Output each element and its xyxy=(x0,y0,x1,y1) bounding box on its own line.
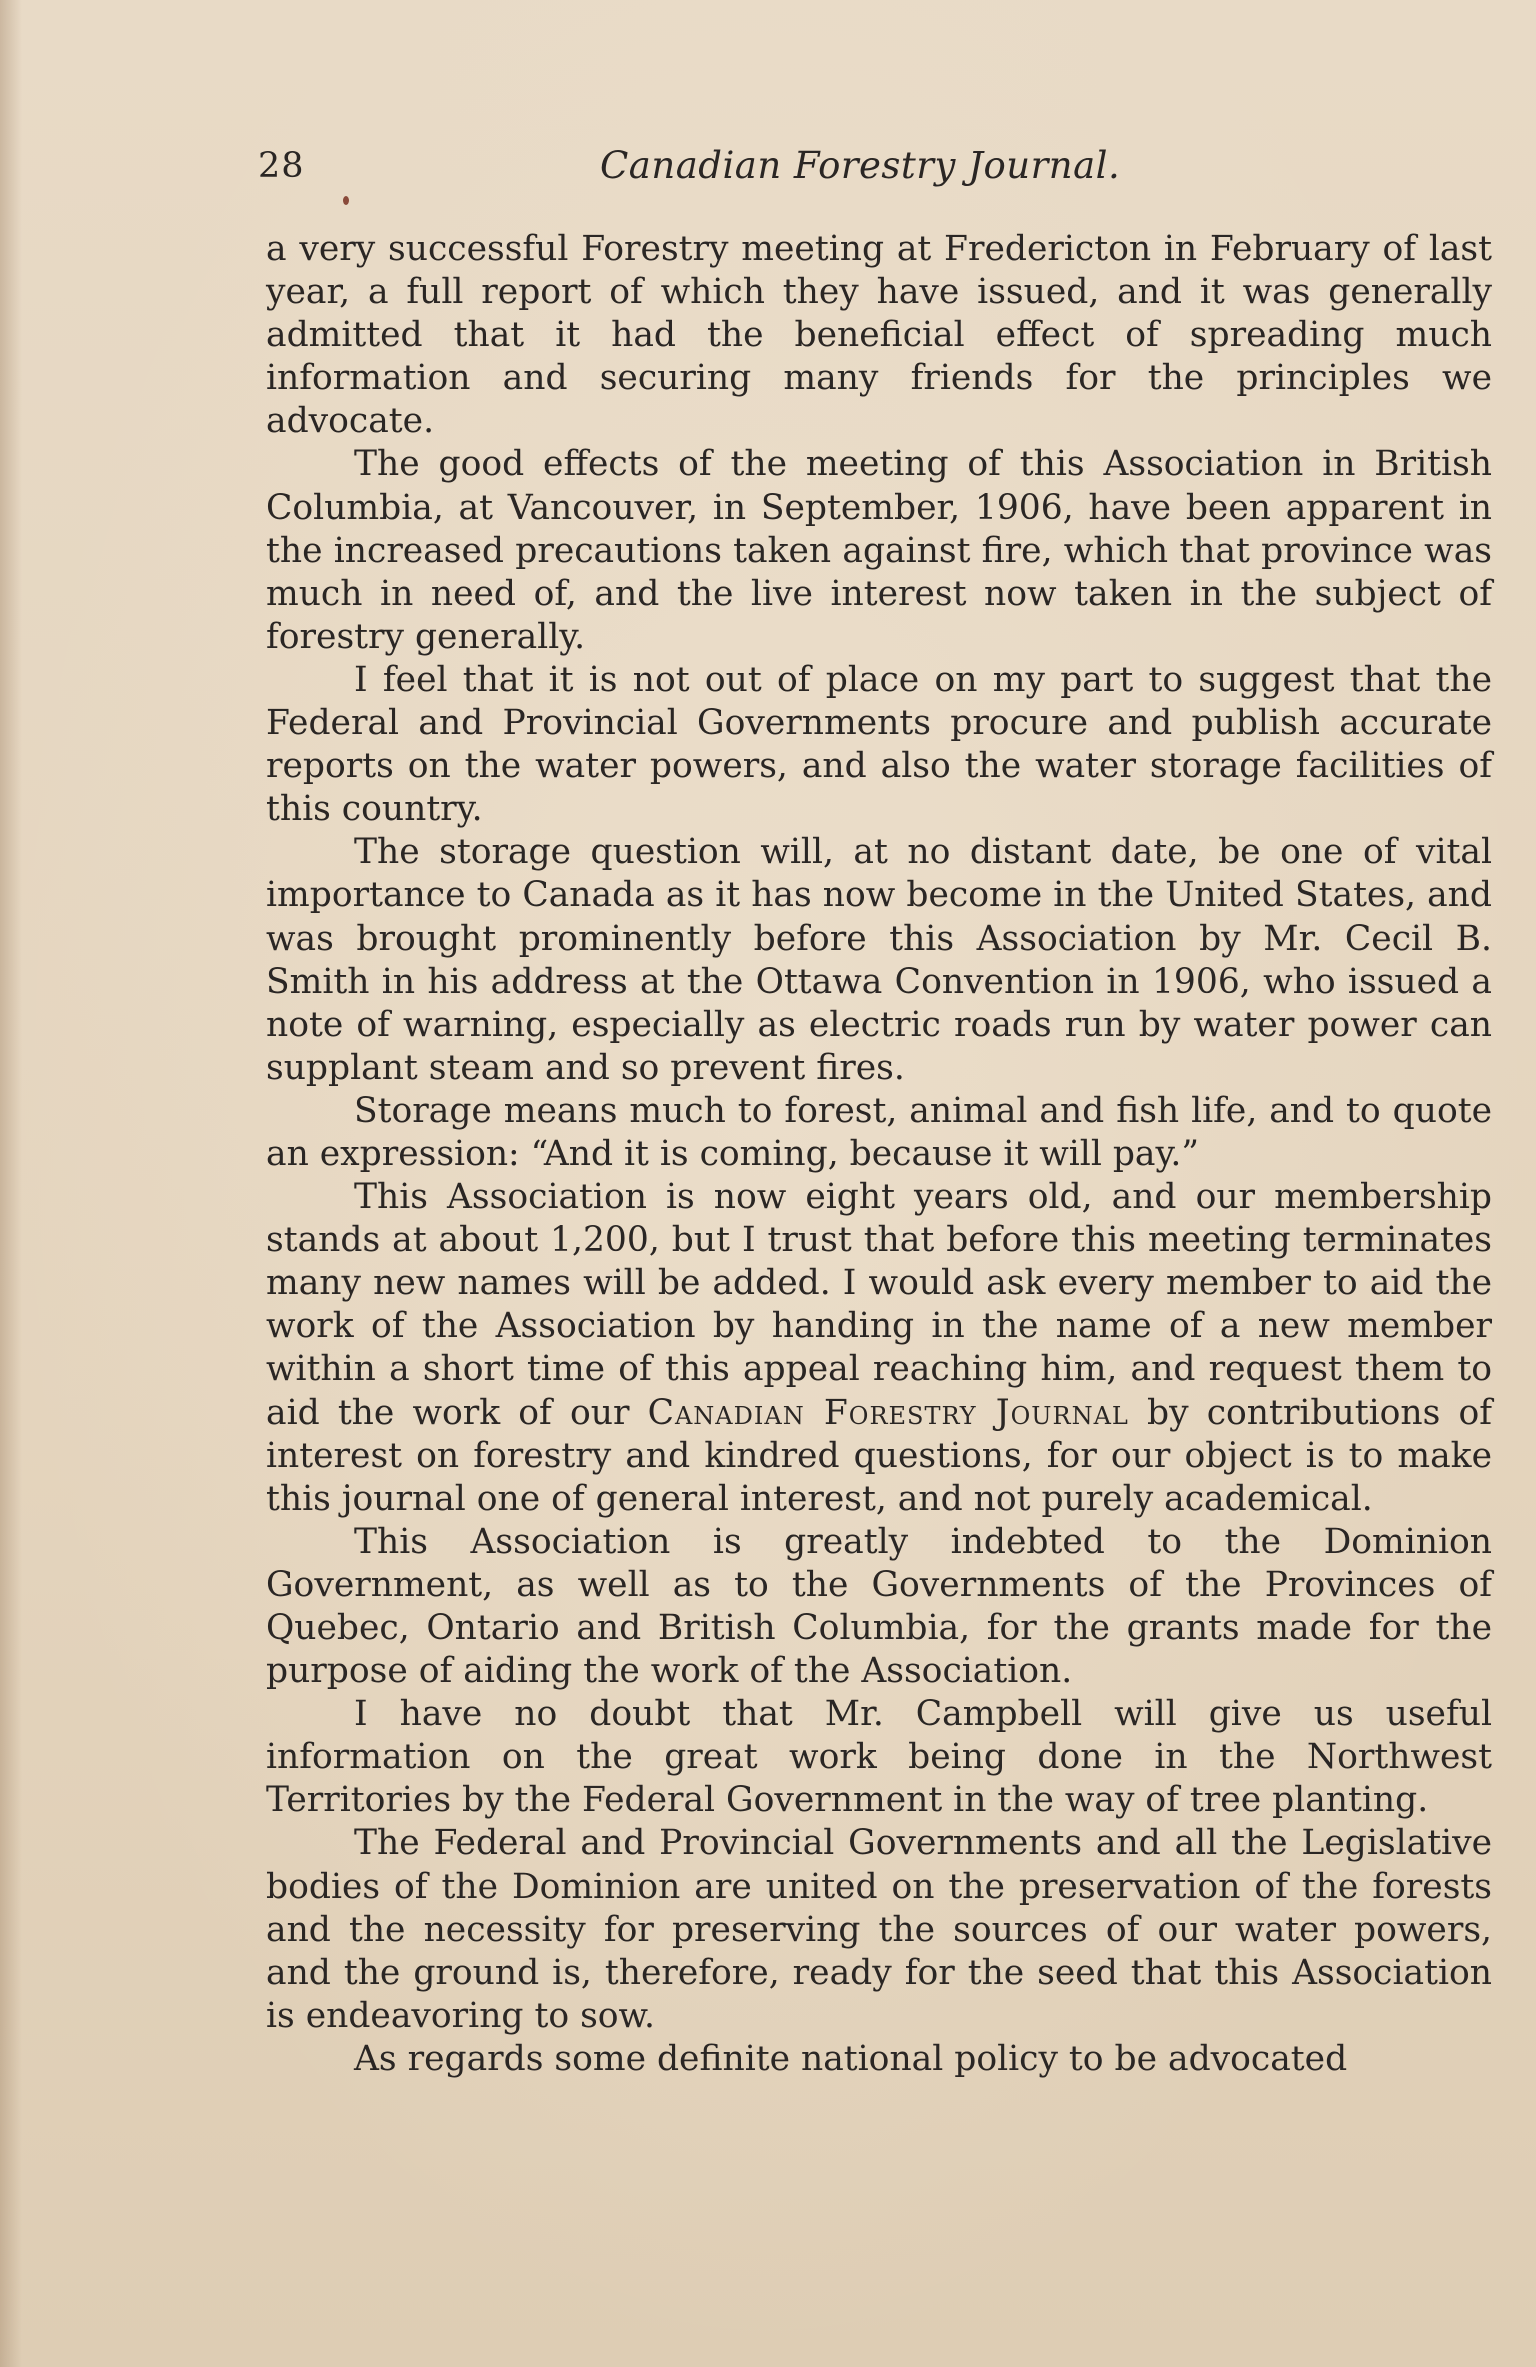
journal-name-smallcaps: Canadian Forestry Journal xyxy=(647,1392,1129,1433)
page-header xyxy=(258,146,1258,206)
page-number: 28 xyxy=(258,146,305,186)
paragraph: Storage means much to forest, animal and fish life, and to quote an expression: “And it is coming, because it will pay.” xyxy=(266,1090,1492,1174)
paragraph: The Federal and Provincial Governments and all the Legislative bodies of the Dominion are united on the preservation of the forests and the necessity for preserving the sources of our water powers, and the ground is, therefore, ready for the seed that this Association is endeavoring to sow. xyxy=(266,1823,1492,2036)
paragraph: The good effects of the meeting of this Association in British Columbia, at Vancouver, in September, 1906, have been apparent in the increased precautions taken against fire, which that province was much in need of, and the live interest now taken in the subject of forestry generally. xyxy=(266,444,1492,657)
page-edge-shadow xyxy=(0,0,22,2367)
paragraph: This Association is now eight years old, and our membership stands at about 1,200, but I trust that before this meeting terminates many new names will be added. I would ask every member to aid the work of the Association by handing in the name of a new member within a short time of this appeal reaching him, and request them to aid the work of our Canadian Forestry Journal by contributions of interest on forestry and kindred questions, for our object is to make this journal one of general interest, and not purely academical. xyxy=(266,1177,1492,1519)
paragraph: As regards some definite national policy to be advocated xyxy=(354,2038,1348,2079)
paragraph: a very successful Forestry meeting at Fredericton in February of last year, a full report of which they have issued, and it was generally admitted that it had the beneficial effect of spreading much information and securing many friends for the principles we advocate. xyxy=(266,229,1492,442)
paragraph: This Association is greatly indebted to the Dominion Government, as well as to the Governments of the Provinces of Quebec, Ontario and British Columbia, for the grants made for the purpose of aiding the work of the Association. xyxy=(266,1521,1492,1692)
running-title: Canadian Forestry Journal. xyxy=(600,144,1121,187)
paragraph: I feel that it is not out of place on my part to suggest that the Federal and Provincial Governments procure and publish accurate reports on the water powers, and also the water storage facilities of this country. xyxy=(266,659,1492,830)
paragraph: I have no doubt that Mr. Campbell will give us useful information on the great work being done in the Northwest Territories by the Federal Government in the way of tree planting. xyxy=(266,1694,1492,1821)
paragraph: The storage question will, at no distant date, be one of vital importance to Canada as it has now become in the United States, and was brought prominently before this Association by Mr. Cecil B. Smith in his address at the Ottawa Convention in 1906, who issued a note of warning, especially as electric roads run by water power can supplant steam and so prevent fires. xyxy=(266,832,1492,1088)
body-text xyxy=(266,228,1492,2081)
